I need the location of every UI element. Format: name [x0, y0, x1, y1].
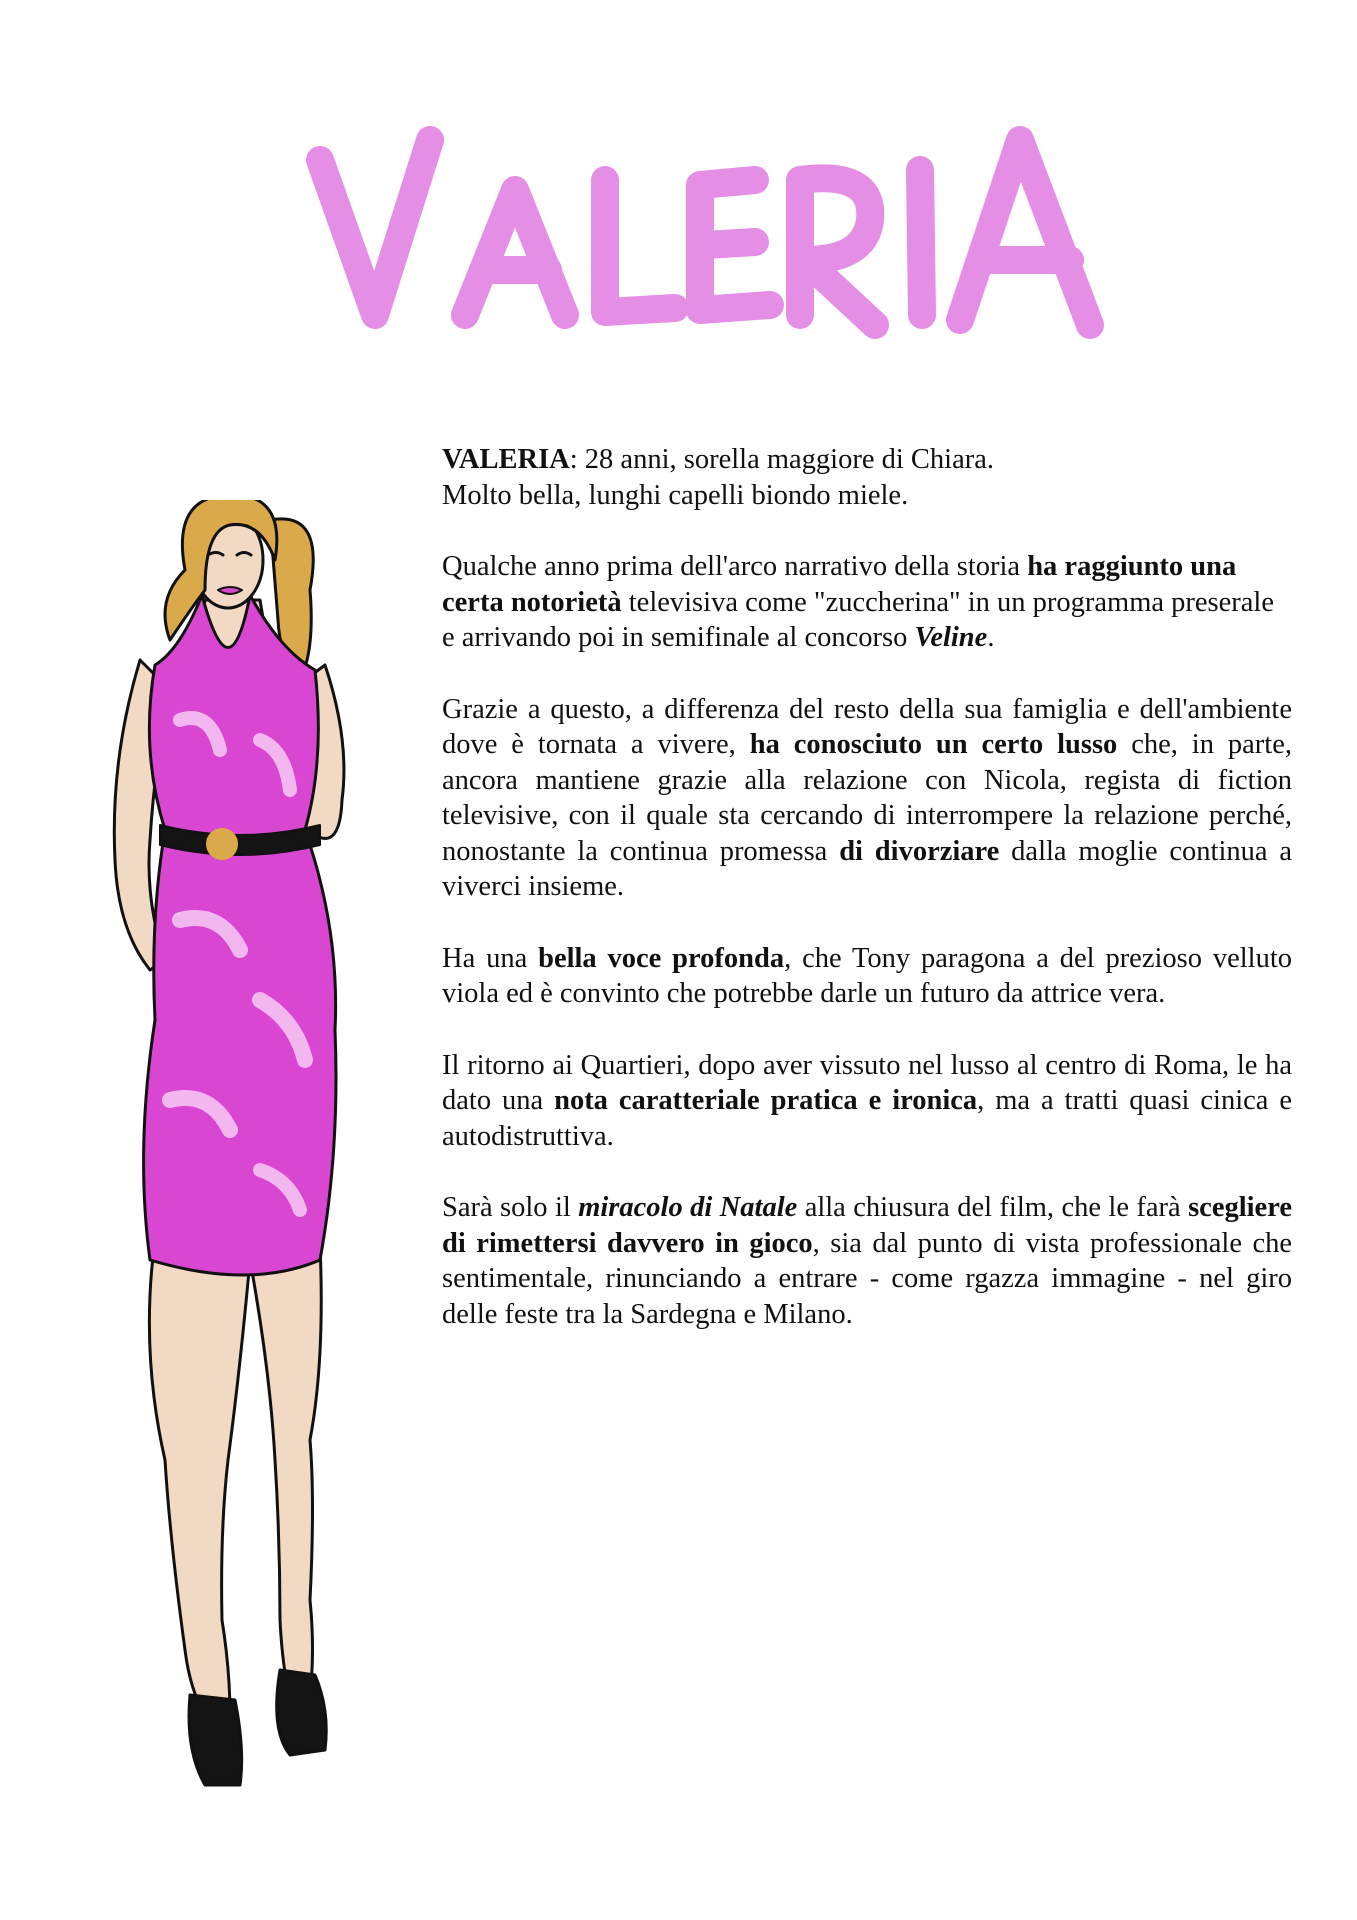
p5-bold-1: nota caratteriale pratica e ironica — [554, 1085, 978, 1116]
p6-text-3: , sia dal punto di vista professionale che sentimentale, rinunciando a entrare - come rgazza immagine - nel giro delle feste tra la Sardegna e Milano. — [442, 1227, 1293, 1330]
p5-text-2: , ma a tratti quasi cinica e autodistruttiva. — [442, 1085, 1293, 1152]
character-name: VALERIA — [442, 444, 570, 475]
character-illustration — [110, 500, 410, 1790]
paragraph-christmas — [442, 1190, 1292, 1332]
p5-text-1: Il ritorno ai Quartieri, dopo aver vissuto nel lusso al centro di Roma, le ha dato una — [442, 1049, 1292, 1116]
p3-text-1: Grazie a questo, a differenza del resto della sua famiglia e dell'ambiente dove è tornata a vivere, — [442, 693, 1292, 760]
p2-text-3: . — [987, 622, 995, 653]
p6-text-2: alla chiusura del film, che le farà — [797, 1192, 1189, 1223]
title-lettering — [300, 100, 1120, 350]
p6-text-1: Sarà solo il — [442, 1192, 579, 1223]
p4-text-2: , che Tony paragona a del prezioso velluto viola ed è convinto che potrebbe darle un futuro da attrice vera. — [442, 942, 1292, 1009]
title-lettering-svg — [300, 100, 1120, 350]
p3-text-3: dalla moglie continua a viverci insieme. — [442, 835, 1293, 902]
paragraph-intro — [442, 442, 1292, 513]
intro-line-1-text: : 28 anni, sorella maggiore di Chiara. — [569, 444, 994, 475]
character-description — [442, 442, 1292, 1368]
paragraph-return — [442, 1048, 1292, 1155]
paragraph-luxury — [442, 692, 1292, 905]
p6-bold-italic-miracolo: miracolo di Natale — [578, 1192, 798, 1223]
paragraph-notoriety — [442, 549, 1292, 656]
intro-line-1 — [442, 442, 1292, 478]
p2-text-2: televisiva come "zuccherina" in un programma preserale e arrivando poi in semifinale al concorso — [442, 586, 1274, 653]
character-illustration-svg — [110, 500, 410, 1790]
p3-bold-2: di divorziare — [839, 835, 1000, 867]
intro-line-2: Molto bella, lunghi capelli biondo miele. — [442, 479, 909, 511]
p3-bold-1: ha conosciuto un certo lusso — [749, 729, 1118, 760]
p4-bold-1: bella voce profonda — [538, 942, 785, 974]
p6-bold-1: scegliere di rimettersi davvero in gioco — [442, 1192, 1292, 1259]
p2-bold-italic-veline: Veline — [914, 622, 988, 653]
p4-text-1: Ha una — [442, 942, 539, 974]
p3-text-2: che, in parte, ancora mantiene grazie alla relazione con Nicola, regista di fiction televisive, con il quale sta cercando di interrompere la relazione perché, nonostante la continua promessa — [442, 729, 1292, 867]
p2-text-1: Qualche anno prima dell'arco narrativo della storia — [442, 551, 1028, 582]
paragraph-voice — [442, 941, 1292, 1012]
p2-bold-1: ha raggiunto una certa notorietà — [442, 551, 1237, 618]
